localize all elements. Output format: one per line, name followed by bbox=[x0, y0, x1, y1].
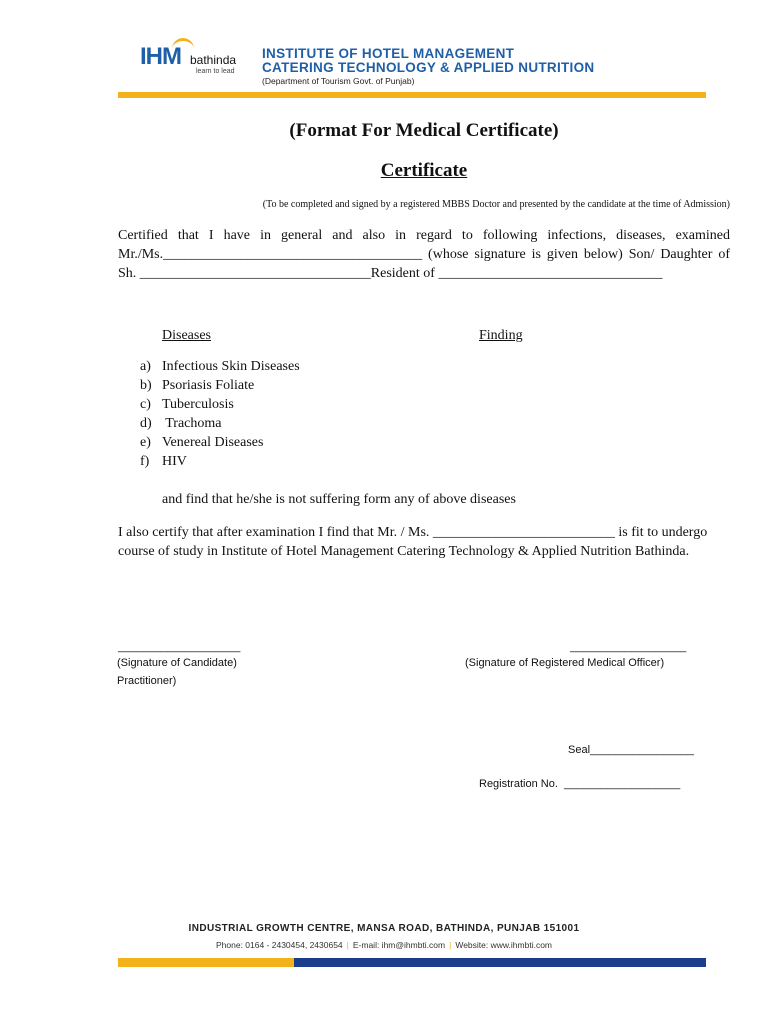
footer-contact bbox=[0, 940, 768, 950]
disease-item bbox=[140, 435, 263, 451]
certify-line-3: Sh. _________________________________Resident of ________________________________ bbox=[118, 266, 663, 281]
logo-tagline: learn to lead bbox=[196, 68, 235, 75]
footer-separator: | bbox=[449, 940, 452, 950]
registration-field: Registration No. ___________________ bbox=[479, 778, 681, 790]
disease-name: Psoriasis Foliate bbox=[162, 378, 255, 393]
item-marker: b) bbox=[140, 378, 152, 393]
item-marker: a) bbox=[140, 359, 151, 374]
disease-name: Infectious Skin Diseases bbox=[162, 359, 300, 374]
instruction-note: (To be completed and signed by a registered MBBS Doctor and presented by the candidate at the time of Admission) bbox=[262, 199, 730, 210]
footer-website: Website: www.ihmbti.com bbox=[455, 940, 553, 950]
institute-name-line2: CATERING TECHNOLOGY & APPLIED NUTRITION bbox=[262, 60, 595, 75]
disease-item bbox=[140, 359, 300, 375]
item-marker: e) bbox=[140, 435, 151, 450]
disease-name: HIV bbox=[162, 454, 187, 469]
footer-email: E-mail: ihm@ihmbti.com bbox=[352, 940, 446, 950]
footer-bar-yellow bbox=[118, 958, 294, 967]
disease-item bbox=[140, 397, 234, 413]
item-marker: f) bbox=[140, 454, 150, 469]
diseases-header: Diseases bbox=[162, 328, 211, 343]
institute-name-line1: INSTITUTE OF HOTEL MANAGEMENT bbox=[262, 46, 515, 61]
certify-line-2: Mr./Ms._____________________________________ (whose signature is given below) Son/ Daughter of bbox=[118, 247, 730, 262]
disease-name: Venereal Diseases bbox=[162, 435, 264, 450]
certificate-heading: Certificate bbox=[380, 160, 468, 181]
candidate-signature-label: (Signature of Candidate) bbox=[117, 657, 237, 669]
finding-header: Finding bbox=[479, 328, 523, 343]
logo-ihm: IHM bbox=[140, 43, 181, 70]
certify-line-1: Certified that I have in general and also in regard to following infections, diseases, examined bbox=[118, 228, 730, 243]
footer-address: INDUSTRIAL GROWTH CENTRE, MANSA ROAD, BATHINDA, PUNJAB 151001 bbox=[188, 923, 580, 934]
find-statement: and find that he/she is not suffering form any of above diseases bbox=[162, 492, 516, 507]
header-divider-bar bbox=[118, 92, 706, 98]
item-marker: c) bbox=[140, 397, 151, 412]
candidate-signature-line: ____________________ bbox=[118, 641, 241, 653]
practitioner-label: Practitioner) bbox=[117, 675, 177, 687]
officer-signature-line: ___________________ bbox=[570, 641, 687, 653]
disease-item bbox=[140, 416, 222, 432]
disease-name: Trachoma bbox=[162, 416, 222, 431]
disease-item bbox=[140, 378, 254, 394]
disease-name: Tuberculosis bbox=[162, 397, 234, 412]
seal-field: Seal_________________ bbox=[568, 744, 695, 756]
footer-bar-blue bbox=[294, 958, 706, 967]
footer-phone: Phone: 0164 - 2430454, 2430654 bbox=[215, 940, 343, 950]
department-label: (Department of Tourism Govt. of Punjab) bbox=[262, 76, 415, 86]
item-marker: d) bbox=[140, 416, 152, 431]
officer-signature-label: (Signature of Registered Medical Officer) bbox=[465, 657, 665, 669]
footer-separator: | bbox=[346, 940, 349, 950]
logo-bathinda: bathinda bbox=[190, 53, 237, 67]
disease-item bbox=[140, 454, 187, 470]
also-certify-line-1: I also certify that after examination I find that Mr. / Ms. __________________________ is fit to undergo bbox=[118, 525, 708, 540]
also-certify-line-2: course of study in Institute of Hotel Management Catering Technology & Applied Nutrition Bathinda. bbox=[118, 544, 690, 559]
document-title: (Format For Medical Certificate) bbox=[289, 120, 559, 141]
